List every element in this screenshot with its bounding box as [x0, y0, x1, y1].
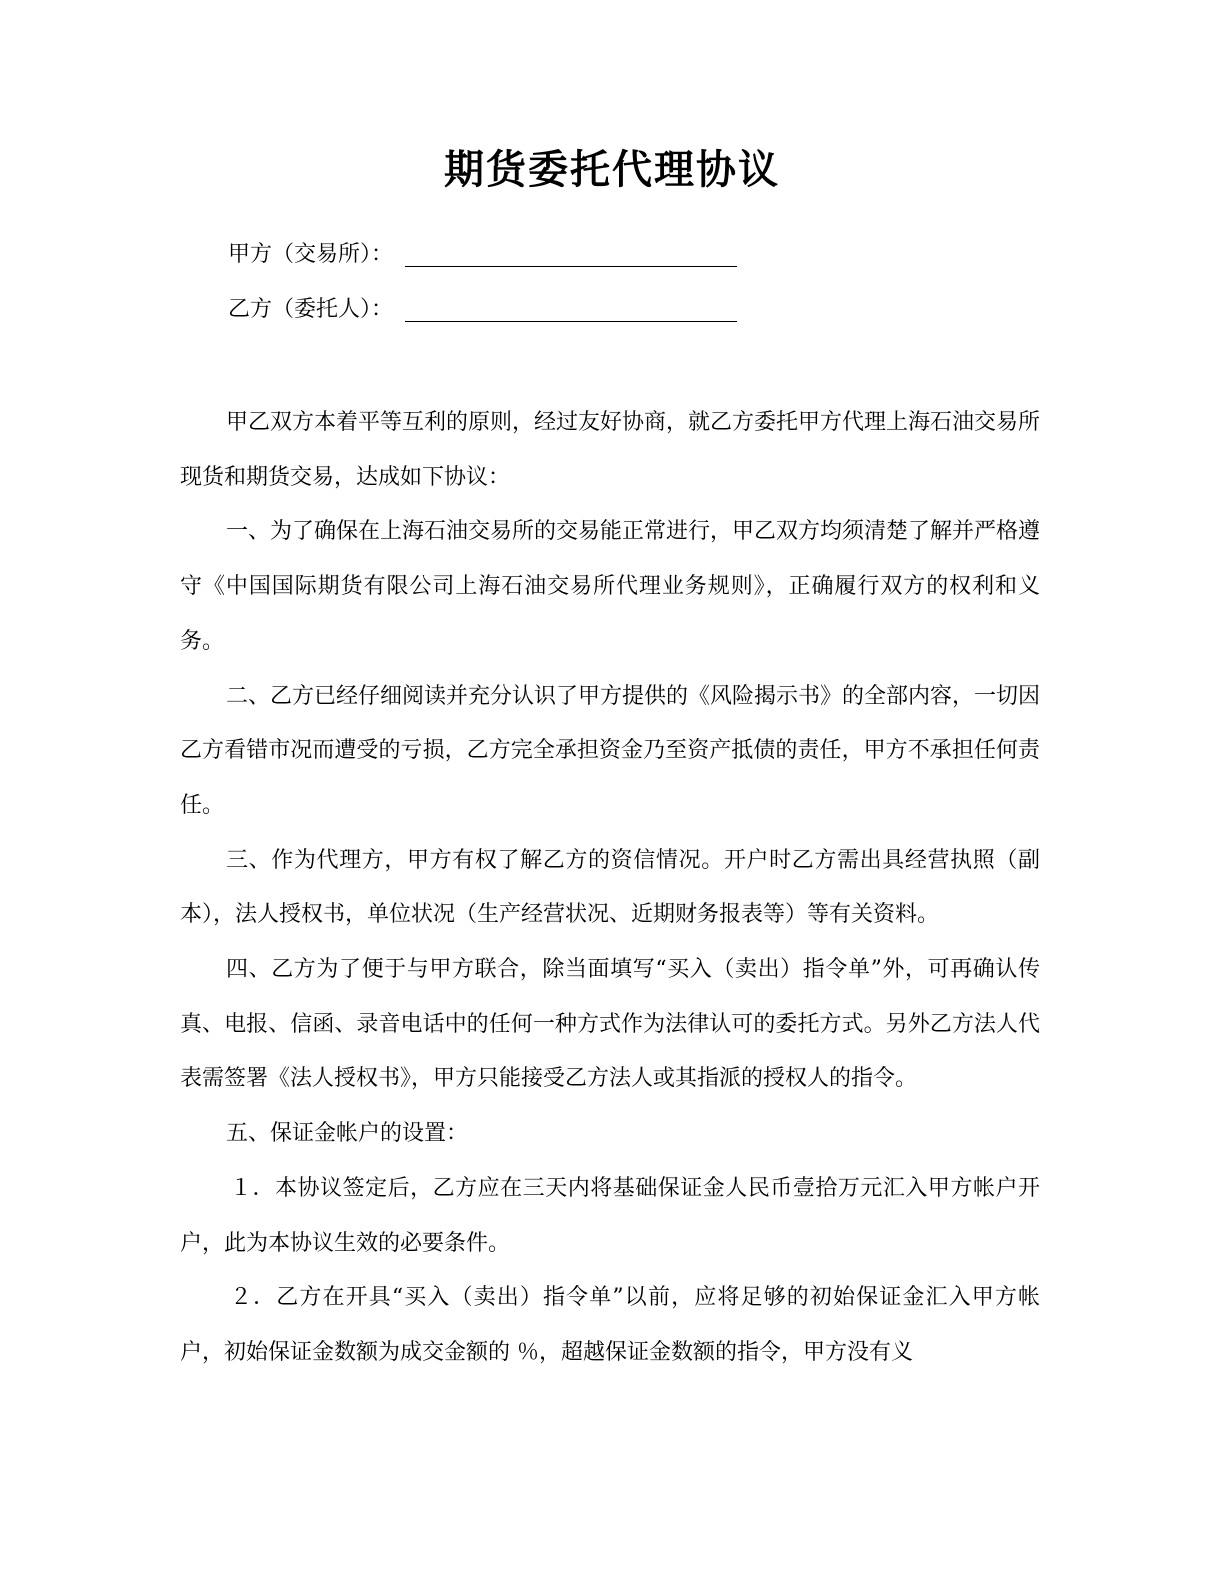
clause-1-paragraph: 一、为了确保在上海石油交易所的交易能正常进行，甲乙双方均须清楚了解并严格遵守《中国国际期货有限公司上海石油交易所代理业务规则》，正确履行双方的权利和义务。 [180, 519, 1041, 654]
clause-5-item-1: １．本协议签定后，乙方应在三天内将基础保证金人民币壹拾万元汇入甲方帐户开户，此为本协议生效的必要条件。 [180, 1175, 1040, 1256]
party-a-field [228, 240, 737, 270]
preamble-paragraph: 甲乙双方本着平等互利的原则，经过友好协商，就乙方委托甲方代理上海石油交易所现货和期货交易，达成如下协议： [180, 410, 1041, 490]
clause-3-paragraph: 三、作为代理方，甲方有权了解乙方的资信情况。开户时乙方需出具经营执照（副本），法人授权书，单位状况（生产经营状况、近期财务报表等）等有关资料。 [180, 847, 1040, 928]
agreement-body [180, 396, 1040, 1381]
party-b-blank-line [405, 299, 737, 322]
clause-5-heading: 五、保证金帐户的设置： [226, 1121, 469, 1147]
party-b-field [228, 295, 737, 325]
clause-5-item-2: ２．乙方在开具“买入（卖出）指令单”以前，应将足够的初始保证金汇入甲方帐户，初始保证金数额为成交金额的 ％，超越保证金数额的指令，甲方没有义 [180, 1285, 1040, 1365]
document-title: 期货委托代理协议 [444, 147, 780, 193]
party-a-label: 甲方（交易所）： [228, 242, 394, 267]
clause-2-paragraph: 二、乙方已经仔细阅读并充分认识了甲方提供的《风险揭示书》的全部内容，一切因乙方看错市况而遭受的亏损，乙方完全承担资金乃至资产抵债的责任，甲方不承担任何责任。 [180, 683, 1041, 818]
party-b-label: 乙方（委托人）： [228, 297, 394, 322]
clause-4-paragraph: 四、乙方为了便于与甲方联合，除当面填写“买入（卖出）指令单”外，可再确认传真、电报、信函、录音电话中的任何一种方式作为法律认可的委托方式。另外乙方法人代表需签署《法人授权书》，甲方只能接受乙方法人或其指派的授权人的指令。 [180, 957, 1040, 1092]
party-a-blank-line [405, 244, 737, 267]
